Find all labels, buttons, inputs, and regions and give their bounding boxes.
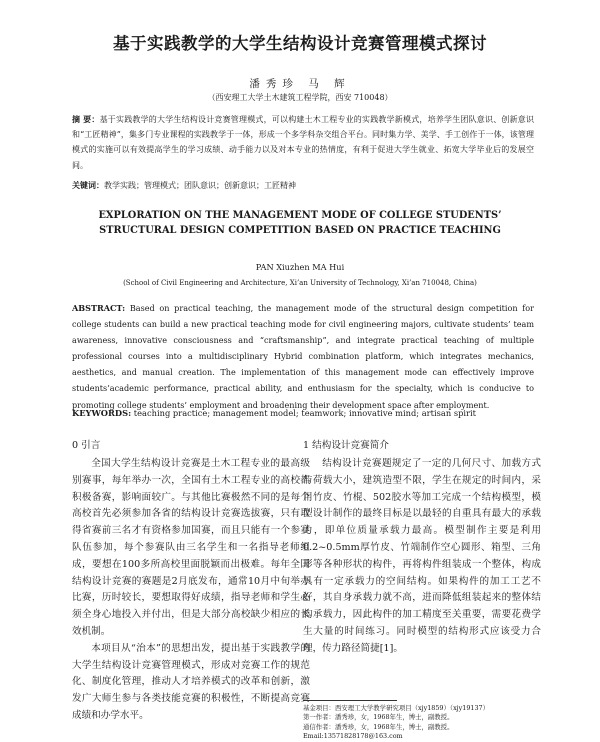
chinese-authors: 潘秀珍 马 辉	[249, 78, 351, 90]
section-0-paragraph-2: 本项目从“治本”的思想出发，提出基于实践教学的大学生结构设计竞赛管理模式，形成对竞赛工作的规范化、制度化管理，推动人才培养模式的改革和创新，激发广大师生参与各类技能竞赛的积极性，不断提高竞赛成绩和办学水平。	[72, 642, 310, 721]
body-left-column	[72, 438, 310, 725]
footnote-rule	[303, 700, 397, 701]
chinese-title: 基于实践教学的大学生结构设计竞赛管理模式探讨	[113, 34, 487, 53]
english-title-line1: EXPLORATION ON THE MANAGEMENT MODE OF COLLEGE STUDENTS’	[98, 210, 502, 221]
footnote-corresponding-author: 通信作者：潘秀珍，女，1968年生，博士，副教授。	[303, 722, 454, 731]
section-1-heading: 1 结构设计竞赛简介	[303, 440, 389, 451]
chinese-affiliation: （西安理工大学土木建筑工程学院，西安 710048）	[207, 93, 393, 102]
english-affiliation: (School of Civil Engineering and Architecture, Xi’an University of Technology, Xi’an 710048, China)	[123, 279, 477, 287]
english-title-line2: STRUCTURAL DESIGN COMPETITION BASED ON PRACTICE TEACHING	[99, 225, 501, 236]
footnote-fund: 基金项目：西安理工大学教学研究项目（xjy1859）（xjy19137）	[303, 704, 489, 712]
chinese-abstract	[72, 112, 534, 173]
body-right-column	[303, 438, 541, 658]
chinese-keywords	[72, 180, 534, 191]
english-abstract-text: Based on practical teaching, the management mode of the structural design competition for college students can build a new practical teaching mode for civil engineering majors, cultivate students’ team awareness, innovative consciousness and “craftsmanship”, and integrate practical teaching of multiple professional courses into a multidisciplinary Hybrid combination platform, which integrates mechanics, aesthetics, and manual creation. The implementation of this management mode can effectively improve students’academic performance, practical ability, and enthusiasm for the specialty, which is conducive to promoting college students’ employment and broadening their development space after employment.	[72, 303, 534, 410]
footnote	[303, 704, 543, 741]
chinese-abstract-text: 基于实践教学的大学生结构设计竞赛管理模式，可以构建土木工程专业的实践教学新模式，培养学生团队意识、创新意识和“工匠精神”，集多门专业课程的实践教学于一体，形成一个多学科杂交组合平台。同时集力学、美学、手工创作于一体，该管理模式的实施可以有效提高学生的学习成绩、动手能力以及对本专业的热情度，有利于促进大学生就业、拓宽大学毕业后的发展空间。	[72, 115, 534, 170]
chinese-keywords-text: 教学实践；管理模式；团队意识；创新意识；工匠精神	[104, 181, 296, 190]
english-keywords	[72, 408, 534, 418]
english-keywords-label: KEYWORDS:	[72, 408, 132, 418]
english-abstract	[72, 300, 534, 413]
english-authors: PAN Xiuzhen MA Hui	[255, 262, 345, 272]
section-0-paragraph-1: 全国大学生结构设计竞赛是土木工程专业的最高级别赛事，每年举办一次，全国有土木工程专业的高校都积极备赛，影响面较广。与其他比赛极然不同的是每个高校首先必须参加各省的结构设计竞赛选拔赛，只有取得省赛前三名才有资格参加国赛，而且只能有一个参赛队伍参加，每个参赛队由三名学生和一名指导老师组成，要想在100多所高校里面脱颖而出极难。每年全国结构设计竞赛的赛题是2月底发布，通常10月中旬举办比赛，历时较长，要想取得好成绩，指导老师和学生必须全身心地投入并付出，但是大部分高校缺少相应的长效机制。	[72, 458, 310, 637]
section-1-paragraph-1: 结构设计竞赛题规定了一定的几何尺寸、加载方式与荷载大小，建筑造型不限，学生在规定的时间内，采用竹皮、竹棍、502胶水等加工完成一个结构模型，模型设计制作的最终目标是以最轻的自重具有最大的承载力，即单位质量承载力最高。模型制作主要是利用0.2~0.5mm厚竹皮、竹端制作空心圆形、箱型、三角形等各种形状的构件，再将构件组装成一个整体，构成具有一定承载力的空间结构。如果构件的加工工艺不好，其自身承载力就不高，进而降低组装起来的整体结构承载力，因此构件的加工精度至关重要，需要花费学生大量的时间练习。同时模型的结构形式应该受力合理，传力路径简捷[1]。	[303, 458, 541, 654]
english-title	[0, 208, 600, 238]
section-0-heading: 0 引言	[72, 440, 101, 451]
footnote-first-author: 第一作者：潘秀珍，女，1968年生，博士，副教授。	[303, 713, 454, 722]
chinese-keywords-label: 关键词：	[72, 180, 104, 190]
chinese-abstract-label: 摘 要：	[72, 114, 100, 124]
english-abstract-label: ABSTRACT:	[72, 303, 126, 313]
footnote-email: Email:13571828178@163.com	[303, 731, 403, 740]
english-keywords-text: teaching practice; management model; teamwork; innovative mind; artisan spirit	[133, 408, 477, 418]
